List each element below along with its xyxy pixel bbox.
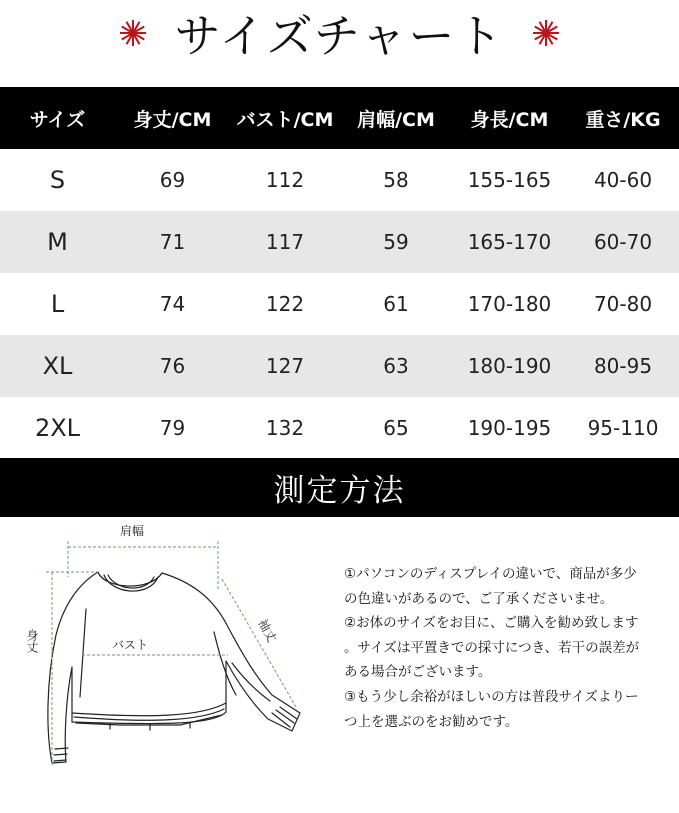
table-cell: 155-165 xyxy=(467,168,552,192)
note-line: の色違いがあるので、ご了承くださいませ。 xyxy=(344,590,614,607)
column-header-height: 身長/CM xyxy=(470,108,549,131)
table-row xyxy=(0,397,679,459)
table-cell: 2XL xyxy=(34,414,81,442)
table-cell: L xyxy=(50,290,65,318)
table-cell: 58 xyxy=(383,168,409,192)
body-length-label: 身丈 xyxy=(25,629,39,653)
table-cell: M xyxy=(47,228,68,256)
table-cell: 117 xyxy=(265,230,305,254)
sleeve-length-label: 袖丈 xyxy=(255,616,279,645)
table-cell: 132 xyxy=(265,416,305,440)
note-line: つ上を選ぶのをお勧めです。 xyxy=(344,713,519,730)
bust-label: バスト xyxy=(112,638,149,652)
table-cell: 190-195 xyxy=(467,416,552,440)
shoulder-width-label: 肩幅 xyxy=(120,524,145,538)
note-line: ある場合がございます。 xyxy=(344,664,492,681)
table-cell: 127 xyxy=(265,354,305,378)
right-star-icon xyxy=(531,18,561,48)
note-line: ①パソコンのディスプレイの違いで、商品が多少 xyxy=(344,566,637,582)
table-cell: 70-80 xyxy=(593,292,653,316)
table-cell: 95-110 xyxy=(587,416,659,440)
table-cell: 60-70 xyxy=(593,230,653,254)
note-line: ②お体のサイズをお目に、ご購入を勧め致します xyxy=(344,615,639,632)
table-cell: 71 xyxy=(159,230,186,254)
measurement-method-bar xyxy=(0,458,679,517)
size-table-header xyxy=(0,87,679,149)
table-cell: S xyxy=(49,166,66,194)
column-header-weight: 重さ/KG xyxy=(585,108,661,131)
table-cell: 69 xyxy=(159,168,186,192)
page-title: サイズチャート xyxy=(174,9,505,63)
table-cell: 61 xyxy=(383,292,409,316)
table-cell: 59 xyxy=(383,230,409,254)
sweatshirt-diagram xyxy=(0,517,330,813)
table-cell: 76 xyxy=(159,354,186,378)
table-row xyxy=(0,273,679,335)
table-cell: 180-190 xyxy=(467,354,552,378)
table-cell: 65 xyxy=(383,416,409,440)
table-row xyxy=(0,149,679,211)
table-cell: 63 xyxy=(383,354,409,378)
title-row xyxy=(0,0,679,66)
table-row xyxy=(0,335,679,397)
column-header-shoulder: 肩幅/CM xyxy=(357,108,435,131)
note-line: ③もう少し余裕がほしいの方は普段サイズよりー xyxy=(344,688,639,705)
measurement-method-title: 測定方法 xyxy=(273,473,406,509)
left-star-icon xyxy=(118,18,148,48)
table-cell: 165-170 xyxy=(467,230,552,254)
table-cell: 40-60 xyxy=(593,168,653,192)
note-line: 。サイズは平置きでの採寸につき、若干の誤差が xyxy=(344,639,640,656)
table-cell: 79 xyxy=(159,416,186,440)
table-cell: 112 xyxy=(265,168,305,192)
table-cell: 122 xyxy=(265,292,305,316)
column-header-bust: バスト/CM xyxy=(236,108,334,131)
table-cell: 80-95 xyxy=(593,354,653,378)
column-header-length: 身丈/CM xyxy=(133,108,212,131)
column-header-size: サイズ xyxy=(29,108,86,131)
table-cell: XL xyxy=(42,352,73,380)
table-cell: 74 xyxy=(159,292,186,316)
measurement-notes xyxy=(344,562,674,734)
table-cell: 170-180 xyxy=(467,292,552,316)
table-row xyxy=(0,211,679,273)
